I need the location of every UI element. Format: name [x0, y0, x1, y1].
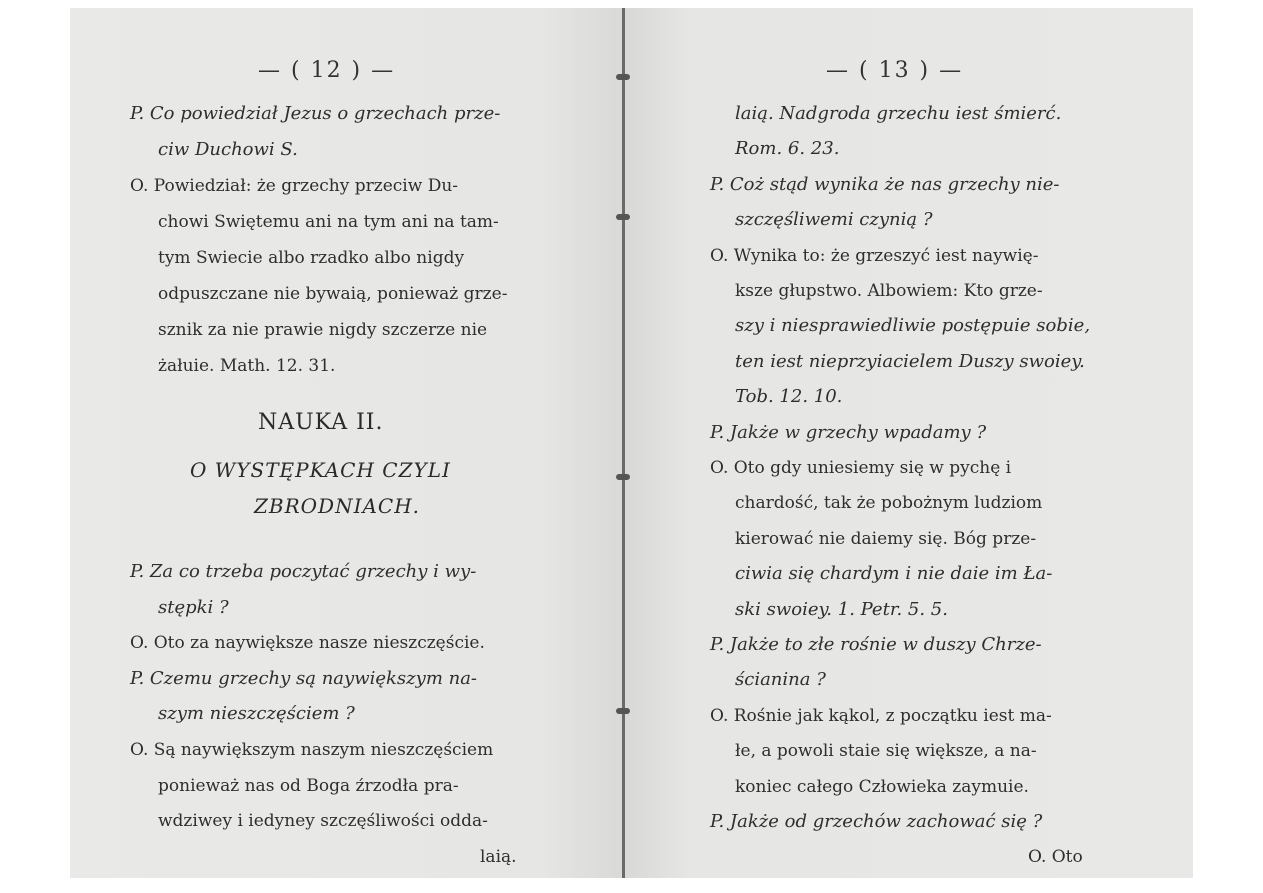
text-line: sznik za nie prawie nigdy szczerze nie — [158, 320, 488, 340]
text-line: O. Oto — [1028, 847, 1083, 868]
text-line: łe, a powoli staie się większe, a na- — [735, 741, 1037, 762]
text-line: chardość, tak że pobożnym ludziom — [735, 493, 1043, 514]
text-line: P. Za co trzeba poczytać grzechy i wy- — [130, 561, 477, 582]
text-line: P. Co powiedział Jezus o grzechach prze- — [130, 103, 501, 124]
text-line: O. Rośnie jak kąkol, z początku iest ma- — [710, 705, 1052, 726]
text-line: P. Jakże od grzechów zachować się ? — [710, 811, 1043, 832]
text-line: laią. — [480, 846, 517, 867]
binding-stitch — [616, 74, 630, 80]
text-line: szczęśliwemi czynią ? — [735, 209, 933, 231]
text-line: P. Jakże to złe rośnie w duszy Chrze- — [710, 634, 1042, 655]
binding-stitch — [616, 214, 630, 220]
text-line: P. Jakże w grzechy wpadamy ? — [710, 421, 987, 443]
text-line: szy i niesprawiedliwie postępuie sobie, — [735, 315, 1091, 337]
text-line: P. Coż stąd wynika że nas grzechy nie- — [710, 173, 1060, 195]
text-line: odpuszczane nie bywaią, ponieważ grze- — [158, 284, 508, 304]
text-line: O. Oto za naywiększe nasze nieszczęście. — [130, 633, 485, 654]
text-line: Tob. 12. 10. — [735, 386, 843, 408]
text-line: ścianina ? — [735, 669, 826, 691]
text-line: wdziwey i iedyney szczęśliwości odda- — [158, 811, 488, 832]
text-line: P. Czemu grzechy są naywiększym na- — [130, 667, 478, 689]
text-line: żałuie. Math. 12. 31. — [158, 356, 336, 376]
text-line: O. Wynika to: że grzeszyć iest naywię- — [710, 245, 1039, 266]
binding-stitch — [616, 474, 630, 480]
section-subheading-1: O WYSTĘPKACH CZYLI — [190, 458, 451, 482]
text-line: tym Swiecie albo rzadko albo nigdy — [158, 248, 465, 268]
section-heading: NAUKA II. — [258, 410, 384, 435]
text-line: ponieważ nas od Boga źrzodła pra- — [158, 775, 459, 796]
text-line: laią. Nadgroda grzechu iest śmierć. — [735, 103, 1062, 124]
text-line: Rom. 6. 23. — [735, 138, 840, 160]
text-line: ksze głupstwo. Albowiem: Kto grze- — [735, 281, 1043, 301]
page-number-left: — ( 12 ) — — [258, 58, 396, 83]
page-number-right: — ( 13 ) — — [826, 58, 964, 83]
text-line: ciwia się chardym i nie daie im Ła- — [735, 563, 1053, 585]
text-line: O. Powiedział: że grzechy przeciw Du- — [130, 176, 459, 196]
text-line: O. Oto gdy uniesiemy się w pychę i — [710, 458, 1012, 478]
binding-stitch — [616, 708, 630, 714]
text-line: koniec całego Człowieka zaymuie. — [735, 776, 1029, 797]
text-line: O. Są naywiększym naszym nieszczęściem — [130, 740, 494, 760]
text-line: ciw Duchowi S. — [158, 139, 298, 160]
section-subheading-2: ZBRODNIACH. — [254, 494, 421, 518]
text-line: ten iest nieprzyiacielem Duszy swoiey. — [735, 350, 1085, 372]
book-gutter — [622, 8, 625, 878]
text-line: chowi Swiętemu ani na tym ani na tam- — [158, 212, 499, 232]
text-line: kierować nie daiemy się. Bóg prze- — [735, 528, 1037, 549]
text-line: ski swoiey. 1. Petr. 5. 5. — [735, 598, 948, 620]
text-line: szym nieszczęściem ? — [158, 703, 355, 725]
text-line: stępki ? — [158, 596, 229, 618]
